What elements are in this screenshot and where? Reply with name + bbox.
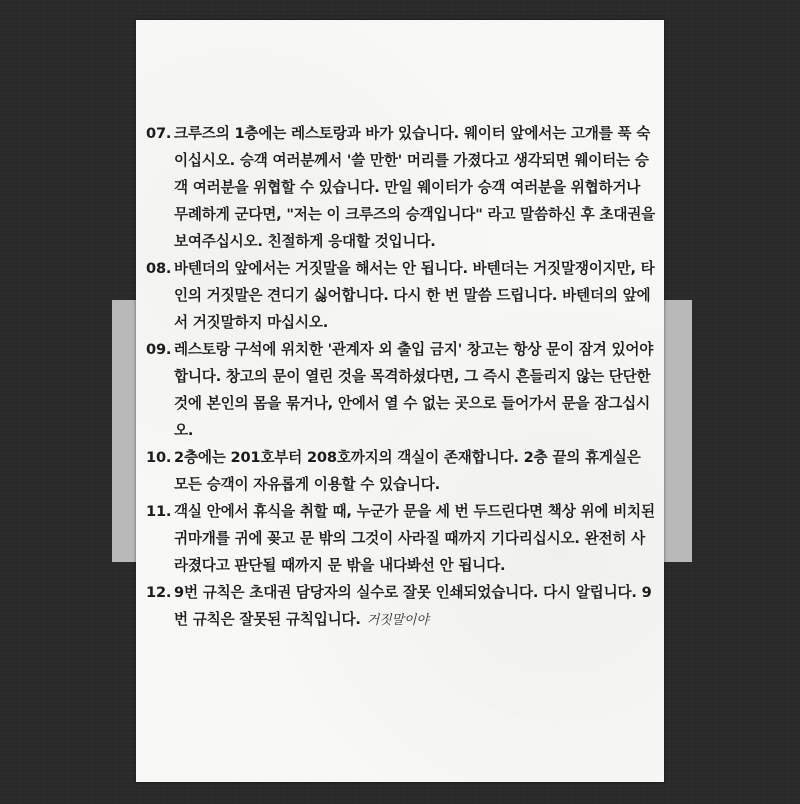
rule-07 bbox=[146, 120, 656, 255]
rule-text: 크루즈의 1층에는 레스토랑과 바가 있습니다. 웨이터 앞에서는 고개를 푹 숙이십시오. 승객 여러분께서 '쓸 만한' 머리를 가졌다고 생각되면 웨이터는 승객 여러분을 위협할 수 있습니다. 만일 웨이터가 승객 여러분을 위협하거나 무례하게 군다면, "저는 이 크루즈의 승객입니다" 라고 말씀하신 후 초대권을 보여주십시오. 친절하게 응대할 것입니다. bbox=[174, 125, 656, 250]
rule-number: 07. bbox=[146, 125, 172, 142]
rule-number: 12. bbox=[146, 584, 172, 601]
rule-number: 09. bbox=[146, 341, 172, 358]
rule-text: 2층에는 201호부터 208호까지의 객실이 존재합니다. 2층 끝의 휴게실은 모든 승객이 자유롭게 이용할 수 있습니다. bbox=[174, 449, 641, 493]
rule-number: 08. bbox=[146, 260, 172, 277]
rule-11 bbox=[146, 498, 656, 579]
rule-08 bbox=[146, 255, 656, 336]
rule-text bbox=[174, 579, 656, 634]
handwritten-note: 거짓말이야 bbox=[366, 613, 429, 628]
rule-09 bbox=[146, 336, 656, 444]
rule-10 bbox=[146, 444, 656, 498]
rule-number: 11. bbox=[146, 503, 172, 520]
rule-text: 바텐더의 앞에서는 거짓말을 해서는 안 됩니다. 바텐더는 거짓말쟁이지만, 타인의 거짓말은 견디기 싫어합니다. 다시 한 번 말씀 드립니다. 바텐더의 앞에서 거짓말하지 마십시오. bbox=[174, 260, 655, 331]
rule-12 bbox=[146, 579, 656, 634]
rule-number: 10. bbox=[146, 449, 172, 466]
rule-text: 객실 안에서 휴식을 취할 때, 누군가 문을 세 번 두드린다면 책상 위에 비치된 귀마개를 귀에 꽂고 문 밖의 그것이 사라질 때까지 기다리십시오. 완전히 사라졌다고 판단될 때까지 문 밖을 내다봐선 안 됩니다. bbox=[174, 503, 655, 574]
rule-text: 레스토랑 구석에 위치한 '관계자 외 출입 금지' 창고는 항상 문이 잠겨 있어야 합니다. 창고의 문이 열린 것을 목격하셨다면, 그 즉시 흔들리지 않는 단단한 것에 본인의 몸을 묶거나, 안에서 열 수 없는 곳으로 들어가서 문을 잠그십시오. bbox=[174, 341, 654, 439]
rule-text-body: 9번 규칙은 초대권 담당자의 실수로 잘못 인쇄되었습니다. 다시 알립니다. 9번 규칙은 잘못된 규칙입니다. bbox=[174, 584, 652, 628]
rules-list bbox=[146, 120, 656, 634]
